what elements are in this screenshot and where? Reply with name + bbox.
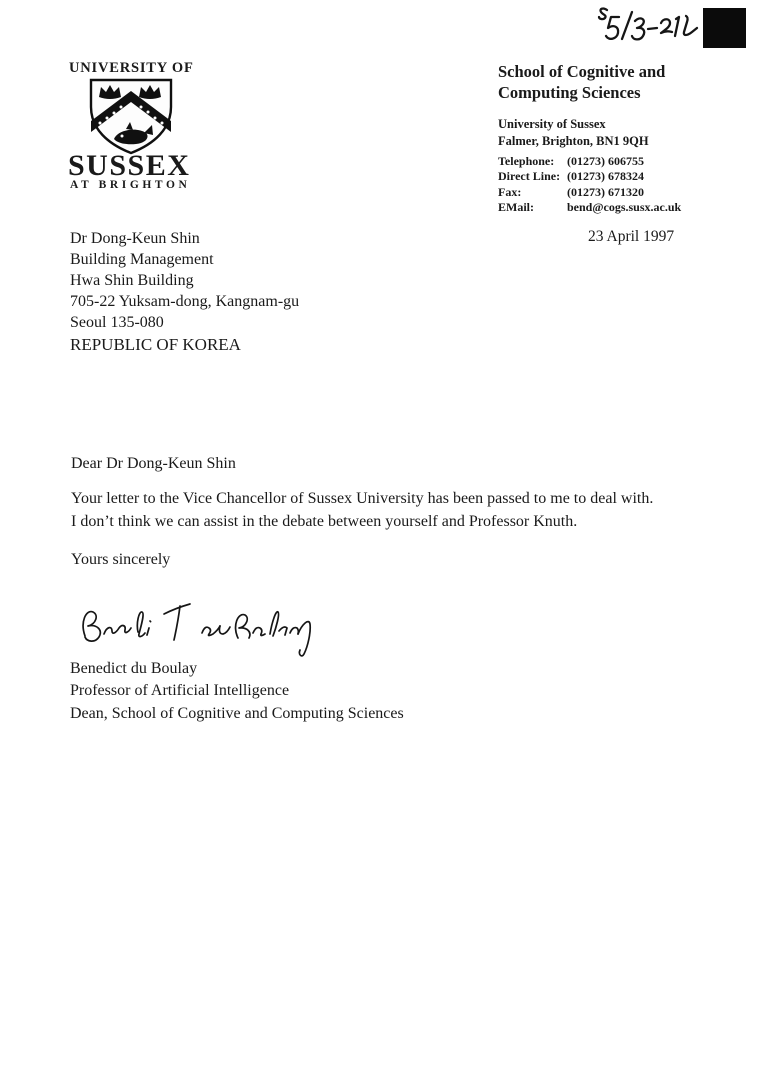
scan-corner-mark: [703, 8, 746, 48]
recipient-line: Hwa Shin Building: [70, 272, 194, 289]
university-address: [498, 116, 649, 150]
recipient-line: 705-22 Yuksam-dong, Kangnam-gu: [70, 293, 300, 310]
handwritten-signature: [78, 600, 313, 658]
contact-details: [498, 154, 681, 215]
contact-label: Fax:: [498, 184, 522, 199]
body-paragraph-line: I don’t think we can assist in the debate between yourself and Professor Knuth.: [71, 512, 578, 530]
university-crest-icon: [86, 77, 176, 155]
university-address-line2: Falmer, Brighton, BN1 9QH: [498, 134, 649, 148]
school-name-line2: Computing Sciences: [498, 83, 641, 102]
contact-label: EMail:: [498, 199, 534, 214]
body-paragraph: [71, 488, 757, 533]
university-address-line1: University of Sussex: [498, 117, 606, 131]
body-paragraph-line: Your letter to the Vice Chancellor of Sussex University has been passed to me to deal with.: [71, 490, 654, 507]
signatory-title: Professor of Artificial Intelligence: [70, 682, 290, 700]
signature-block: [70, 658, 404, 725]
closing-phrase: Yours sincerely: [71, 551, 171, 568]
school-name-line1: School of Cognitive and: [498, 62, 666, 81]
recipient-address: [70, 228, 299, 355]
recipient-line: Building Management: [70, 251, 214, 268]
recipient-line: Dr Dong-Keun Shin: [70, 230, 200, 247]
recipient-country: REPUBLIC OF KOREA: [70, 334, 241, 354]
letter-date: 23 April 1997: [588, 228, 675, 245]
signatory-role: Dean, School of Cognitive and Computing Sciences: [70, 704, 404, 722]
school-name: [498, 61, 665, 103]
signatory-name: Benedict du Boulay: [70, 660, 198, 677]
contact-label: Telephone:: [498, 154, 555, 168]
contact-value: bend@cogs.susx.ac.uk: [567, 199, 682, 214]
letterhead-at-brighton: AT BRIGHTON: [70, 179, 191, 191]
recipient-line: Seoul 135-080: [70, 314, 164, 331]
contact-value: (01273) 606755: [567, 154, 644, 168]
letterhead-university-of: UNIVERSITY OF: [69, 60, 194, 76]
letterhead-sussex-wordmark: SUSSEX: [68, 149, 191, 182]
contact-row-direct-line: [498, 169, 681, 184]
salutation: Dear Dr Dong-Keun Shin: [71, 455, 236, 472]
contact-row-telephone: [498, 154, 681, 169]
contact-value: (01273) 678324: [567, 169, 644, 184]
contact-row-email: [498, 200, 681, 215]
contact-value: (01273) 671320: [567, 184, 644, 199]
handwritten-filing-code: [596, 5, 702, 45]
contact-row-fax: [498, 185, 681, 200]
contact-label: Direct Line:: [498, 169, 561, 184]
